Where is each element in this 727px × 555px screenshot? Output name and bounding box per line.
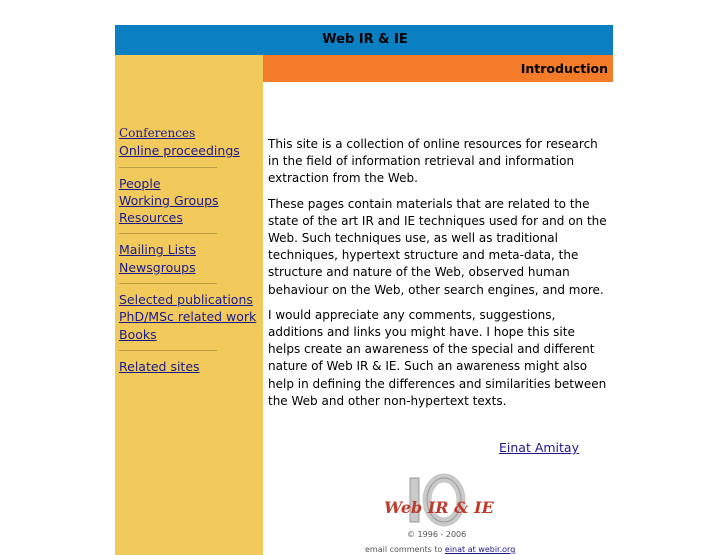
nav-link-selected-publications[interactable]: Selected publications xyxy=(119,292,253,308)
section-title: Introduction xyxy=(520,61,608,76)
nav-link-resources[interactable]: Resources xyxy=(119,210,183,226)
nav-link-people[interactable]: People xyxy=(119,175,161,191)
intro-paragraph: These pages contain materials that are related to the state of the art IR and IE techniques used for and on the Web. Such techniques use, as well as traditional techniques, hypertext structure and meta-data, the structure and nature of the Web, observed human behaviour on the Web, other search engines, and more. xyxy=(268,196,607,297)
site-title-bar xyxy=(115,25,613,55)
nav-link-books[interactable]: Books xyxy=(119,326,157,342)
nav-link-conferences[interactable]: Conferences xyxy=(119,126,196,140)
nav-link-working-groups[interactable]: Working Groups xyxy=(119,192,219,208)
sidebar-divider xyxy=(119,233,217,234)
page xyxy=(115,25,613,555)
nav-link-online-proceedings[interactable]: Online proceedings xyxy=(119,143,240,159)
sidebar-divider xyxy=(119,350,217,351)
nav-link-phd-msc-work[interactable]: PhD/MSc related work xyxy=(119,309,257,325)
sidebar-divider xyxy=(119,283,217,284)
sidebar-nav xyxy=(119,125,257,375)
email-line xyxy=(365,545,515,554)
logo-text: Web IR & IE xyxy=(384,498,494,517)
intro-text xyxy=(263,82,613,410)
copyright: © 1996 - 2006 xyxy=(407,530,467,539)
site-title: Web IR & IE xyxy=(322,32,408,47)
section-title-bar xyxy=(263,55,613,82)
sidebar-divider xyxy=(119,167,217,168)
email-link[interactable]: einat at webir.org xyxy=(444,545,516,554)
intro-paragraph: This site is a collection of online resources for research in the field of information retrieval and information extraction from the Web. xyxy=(268,137,598,186)
body-row xyxy=(115,55,613,555)
email-prefix: email comments to xyxy=(365,545,443,554)
footer xyxy=(115,465,613,555)
intro-paragraph: I would appreciate any comments, suggestions, additions and links you might have. I hope this site helps create an awareness of the special and different nature of Web IR & IE. Such an awareness might also help in defining the differences and similarities between the Web and other non-hypertext texts. xyxy=(268,307,607,408)
nav-link-newsgroups[interactable]: Newsgroups xyxy=(119,259,196,275)
site-logo xyxy=(384,470,494,530)
nav-link-mailing-lists[interactable]: Mailing Lists xyxy=(119,242,197,258)
author-link[interactable]: Einat Amitay xyxy=(499,440,579,455)
nav-link-related-sites[interactable]: Related sites xyxy=(119,358,200,374)
